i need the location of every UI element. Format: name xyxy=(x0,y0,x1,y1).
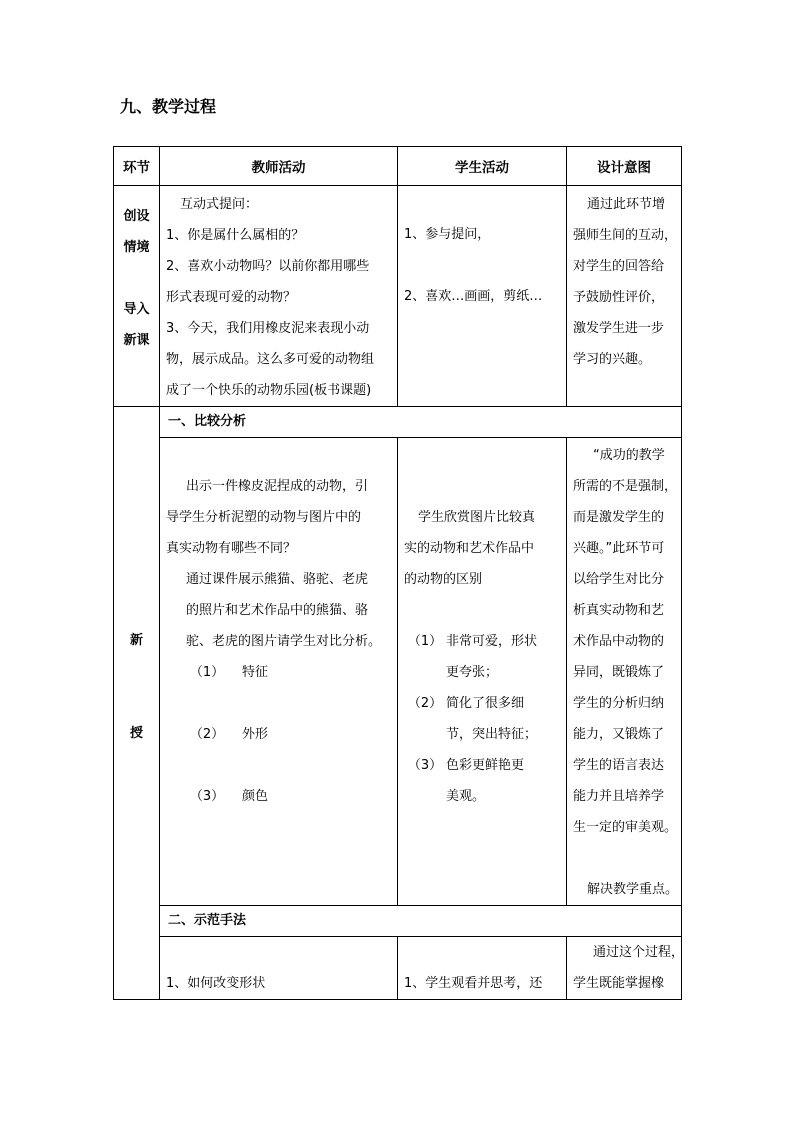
intent-text: 异同，既锻炼了 xyxy=(573,665,665,680)
intent-text: 能力，又锻炼了 xyxy=(573,727,665,742)
header-design-intent: 设计意图 xyxy=(567,147,682,186)
item-number: （3） xyxy=(189,789,225,804)
item-text: 颜色 xyxy=(242,789,269,804)
intent-text: 术作品中动物的 xyxy=(573,634,665,649)
teacher-text: 真实动物有哪些不同？ xyxy=(166,541,297,556)
item-text: 非常可爱，形状 xyxy=(446,634,538,649)
section-title-demo: 二、示范手法 xyxy=(168,913,247,928)
section-row-compare xyxy=(114,407,682,438)
section-title-cell xyxy=(160,407,682,438)
teacher-cell-demo xyxy=(160,937,398,1000)
header-teacher-activity: 教师活动 xyxy=(160,147,398,186)
section-title-cell xyxy=(160,906,682,937)
student-text: 的动物的区别 xyxy=(404,572,483,587)
stage-text xyxy=(114,263,159,294)
table-row-demo xyxy=(114,937,682,1000)
student-text: 实的动物和艺术作品中 xyxy=(404,541,535,556)
item-text: 简化了很多细 xyxy=(446,696,525,711)
section-heading: 九、教学过程 xyxy=(120,97,217,116)
student-cell-compare xyxy=(398,438,567,906)
student-cell-intro xyxy=(398,186,567,407)
teacher-text: 1、如何改变形状 xyxy=(166,976,266,991)
teacher-cell-intro xyxy=(160,186,398,407)
intent-text: “成功的教学 xyxy=(593,448,665,463)
item-text: 更夸张； xyxy=(446,665,499,680)
intent-text: 解决教学重点。 xyxy=(587,882,679,897)
teacher-text: 3、今天，我们用橡皮泥来表现小动 xyxy=(166,321,370,336)
item-number: （2） xyxy=(407,696,443,711)
student-text: 2、喜欢…画画，剪纸… xyxy=(404,289,543,304)
teaching-process-table xyxy=(113,146,685,1000)
teacher-text: 1、你是属什么属相的？ xyxy=(166,228,305,243)
intent-text: 学生的语言表达 xyxy=(573,758,665,773)
section-row-demo xyxy=(114,906,682,937)
stage-char: 授 xyxy=(129,726,143,741)
intent-text: 而是激发学生的 xyxy=(573,510,665,525)
student-item xyxy=(404,688,560,750)
intent-text: 学习的兴趣。 xyxy=(573,352,652,367)
teacher-text: 2、喜欢小动物吗？以前你都用哪些 xyxy=(166,259,370,274)
stage-char: 新 xyxy=(129,633,143,648)
teacher-text: 形式表现可爱的动物？ xyxy=(166,290,297,305)
item-number: （1） xyxy=(189,665,225,680)
intent-text: 学生既能掌握橡 xyxy=(573,976,665,991)
student-text: 1、参与提问， xyxy=(404,227,491,242)
teacher-item xyxy=(166,657,391,688)
student-item xyxy=(404,626,560,688)
section-title-compare: 一、比较分析 xyxy=(168,414,247,429)
intent-cell-intro xyxy=(567,186,682,407)
item-text: 外形 xyxy=(242,727,269,742)
intent-text: 学生的分析归纳 xyxy=(573,696,665,711)
intent-text: 兴趣。”此环节可 xyxy=(573,541,665,556)
intent-cell-compare xyxy=(567,438,682,906)
item-text: 特征 xyxy=(242,665,269,680)
header-student-activity: 学生活动 xyxy=(398,147,567,186)
teacher-text: 出示一件橡皮泥捏成的动物，引 xyxy=(186,479,369,494)
teacher-text: 互动式提问： xyxy=(180,197,259,212)
stage-cell-new xyxy=(114,407,160,1000)
student-cell-demo xyxy=(398,937,567,1000)
teacher-item xyxy=(166,781,391,812)
item-number: （2） xyxy=(189,727,225,742)
table-row-intro xyxy=(114,186,682,407)
intent-cell-demo xyxy=(567,937,685,1000)
intent-text: 生一定的审美观。 xyxy=(573,820,678,835)
intent-text: 所需的不是强制， xyxy=(573,479,678,494)
intent-text: 强师生间的互动， xyxy=(573,228,678,243)
teacher-text: 导学生分析泥塑的动物与图片中的 xyxy=(166,510,362,525)
teacher-text: 成了一个快乐的动物乐园(板书课题) xyxy=(166,383,372,398)
student-item xyxy=(404,750,560,812)
item-number: （1） xyxy=(407,634,443,649)
student-text: 1、学生观看并思考，还 xyxy=(404,976,543,991)
header-stage: 环节 xyxy=(114,147,160,186)
teacher-text: 通过课件展示熊猫、骆驼、老虎 xyxy=(186,572,369,587)
item-number: （3） xyxy=(407,758,443,773)
intent-text: 通过这个过程， xyxy=(593,945,685,960)
student-text: 学生欣赏图片比较真 xyxy=(418,510,536,525)
intent-text: 析真实动物和艺 xyxy=(573,603,665,618)
stage-cell-intro xyxy=(114,186,160,407)
stage-text: 情境 xyxy=(123,240,150,255)
intent-text: 能力并且培养学 xyxy=(573,789,665,804)
table-header-row xyxy=(114,147,682,186)
teacher-item xyxy=(166,719,391,750)
item-text: 色彩更鲜艳更 xyxy=(446,758,525,773)
item-text: 美观。 xyxy=(446,789,486,804)
intent-text: 予鼓励性评价， xyxy=(573,290,665,305)
stage-text: 创设 xyxy=(123,209,150,224)
teacher-text: 物，展示成品。这么多可爱的动物组 xyxy=(166,352,375,367)
teacher-cell-compare xyxy=(160,438,398,906)
stage-text: 新课 xyxy=(123,333,150,348)
item-text: 节，突出特征； xyxy=(446,727,538,742)
stage-text: 导入 xyxy=(123,302,150,317)
intent-text: 激发学生进一步 xyxy=(573,321,665,336)
teacher-text: 驼、老虎的图片请学生对比分析。 xyxy=(186,634,382,649)
table-row-compare xyxy=(114,438,682,906)
intent-text: 对学生的回答给 xyxy=(573,259,665,274)
intent-text: 以给学生对比分 xyxy=(573,572,665,587)
intent-text: 通过此环节增 xyxy=(587,197,666,212)
teacher-text: 的照片和艺术作品中的熊猫、骆 xyxy=(186,603,369,618)
